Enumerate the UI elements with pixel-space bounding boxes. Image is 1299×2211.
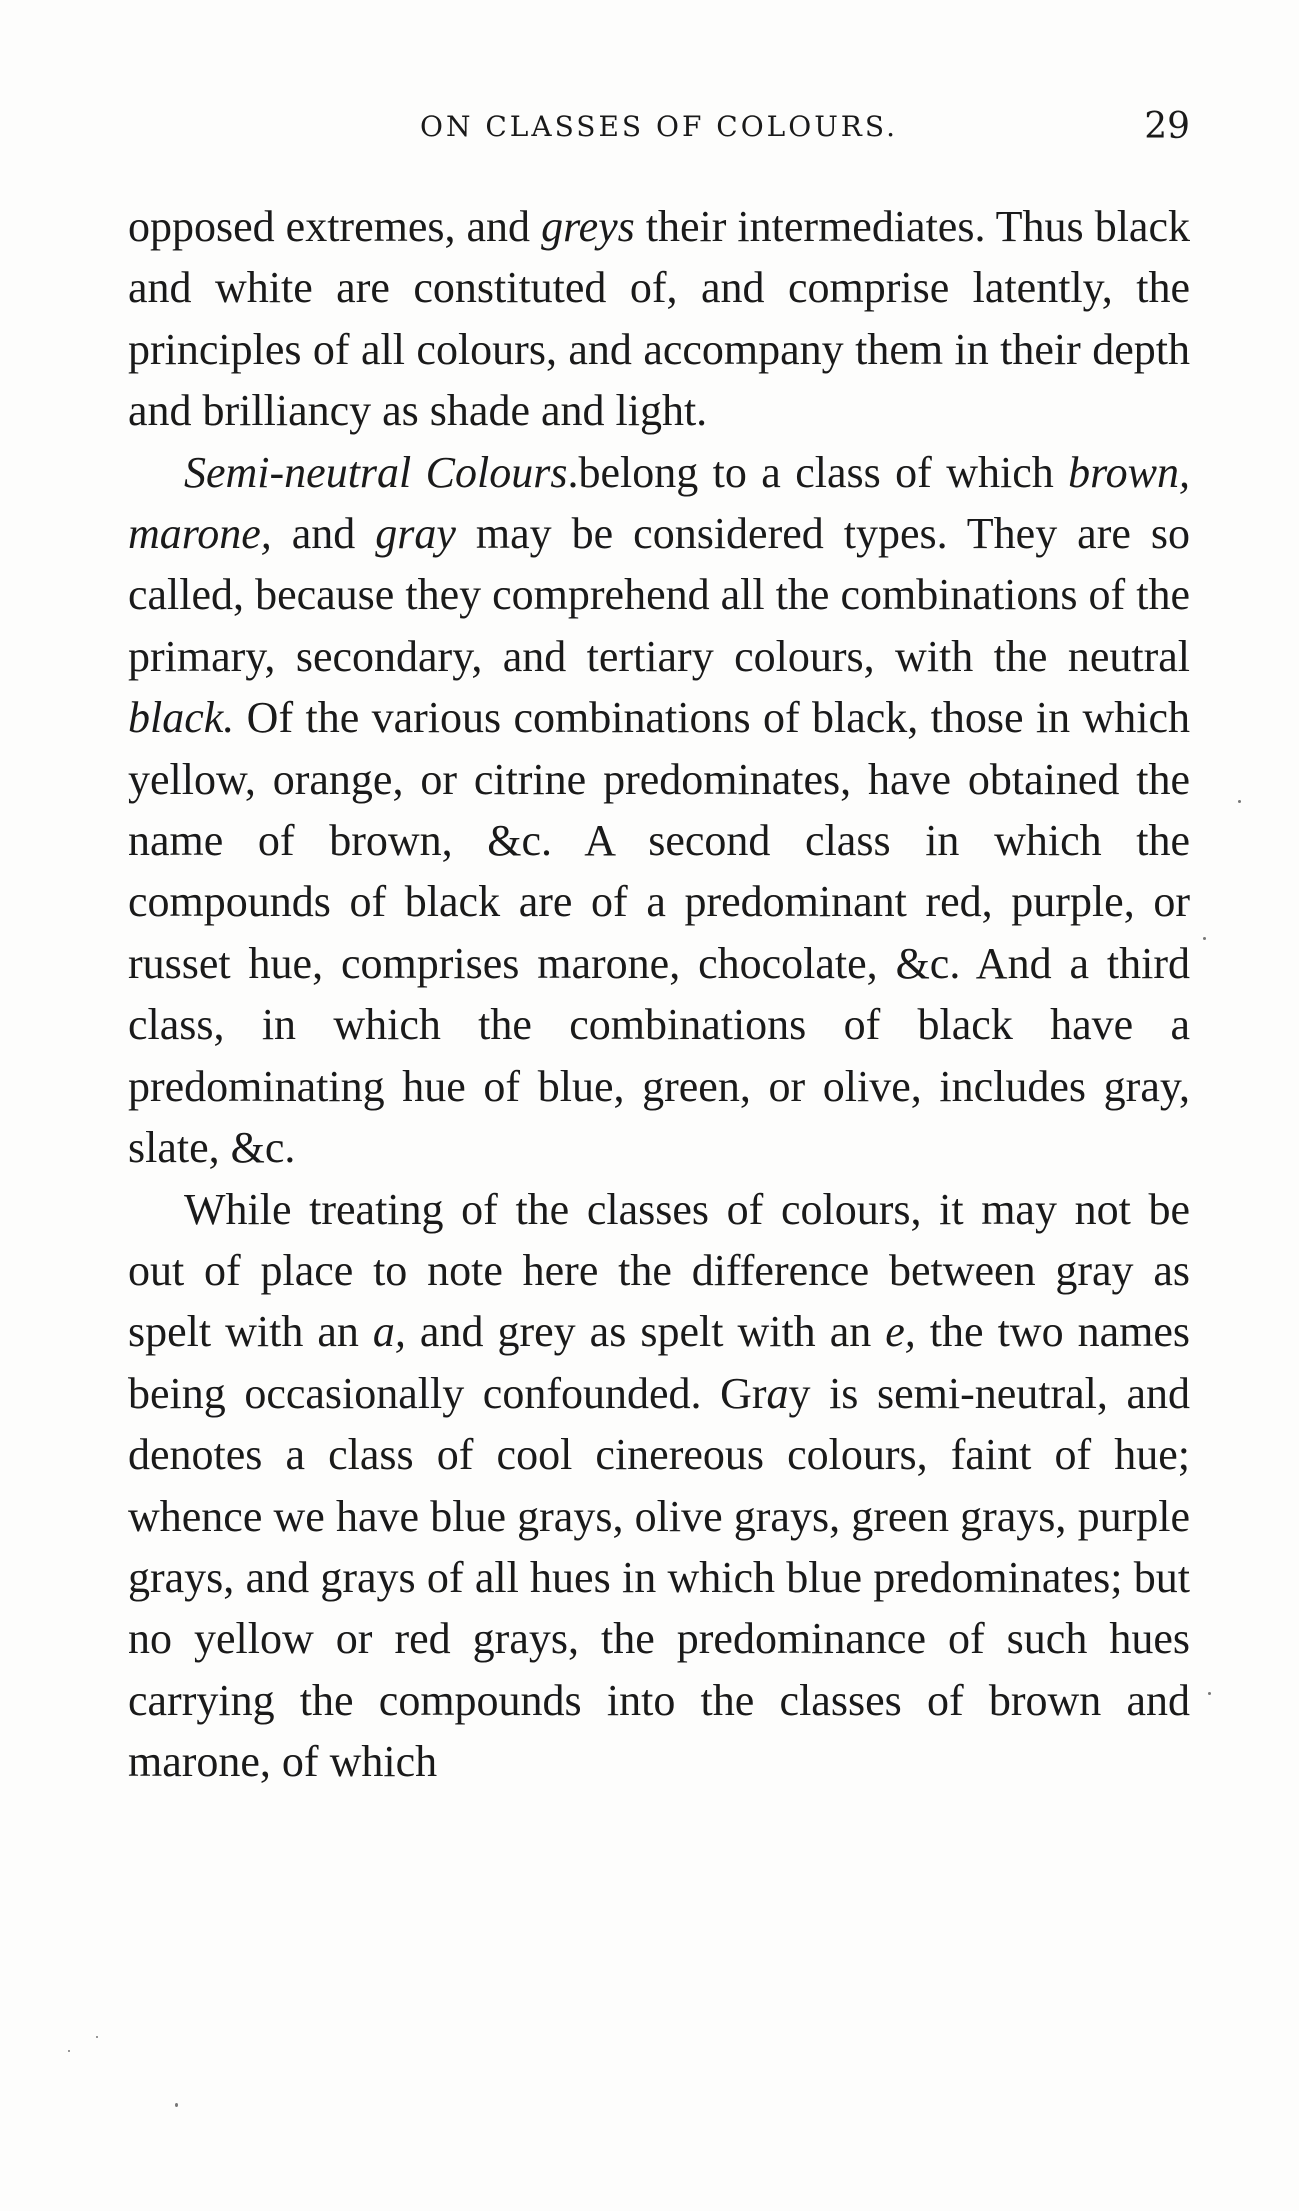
paragraph-semi-neutral-colours xyxy=(128,442,1190,1179)
paragraph-thus-black-and-white xyxy=(128,196,1190,442)
text-run: may be considered types. They are so called, because they comprehend all the combinations of the primary, secondary, and tertiary colours, with the neutral xyxy=(128,509,1191,681)
text-run: and xyxy=(271,509,376,559)
italic-text-run: a xyxy=(766,1368,789,1418)
italic-text-run: a, xyxy=(372,1307,406,1357)
italic-text-run: brown, marone, xyxy=(128,447,1191,559)
italic-text-run: Semi-neutral Colours xyxy=(184,447,568,497)
paper-speck xyxy=(68,2050,70,2052)
page-header xyxy=(128,106,1190,156)
paper-speck xyxy=(175,2103,178,2107)
italic-text-run: greys xyxy=(541,202,635,251)
paper-speck xyxy=(1203,937,1206,940)
text-run: .belong to a class of which xyxy=(567,447,1069,497)
paragraph-gray-versus-grey xyxy=(128,1179,1190,1793)
paper-speck xyxy=(1208,1692,1211,1695)
page-number: 29 xyxy=(1144,106,1190,147)
text-run: opposed extremes, and xyxy=(128,202,542,251)
text-run: While treating of the classes of colours, it may not be out of place to note here the difference between gray as spelt with an xyxy=(128,1184,1190,1357)
text-run: the two names being occasionally confounded. Gr xyxy=(128,1307,1190,1418)
text-run: their intermediates. Thus black and white are constituted of, and comprise latently, the principles of all colours, and accompany them in their depth and brilliancy as shade and light. xyxy=(128,202,1190,436)
text-run: and grey as spelt with an xyxy=(405,1307,886,1357)
text-run: Of the various combinations of black, those in which yellow, orange, or citrine predominates, have obtained the name of brown, &c. A second class in which the compounds of black are of a predominant red, purple, or russet hue, comprises marone, chocolate, &c. And a third class, in which the combinations of black have a predominating hue of blue, green, or olive, includes gray, slate, &c. xyxy=(128,693,1190,1173)
paper-speck xyxy=(1238,800,1241,803)
paper-speck xyxy=(96,2036,98,2038)
italic-text-run: black. xyxy=(128,693,235,743)
text-run: y is semi-neutral, and denotes a class of cool cinereous colours, faint of hue; whence we have blue grays, olive grays, green grays, purple grays, and grays of all hues in which blue predominates; but no yellow or red grays, the predominance of such hues carrying the compounds into the classes of brown and marone, of which xyxy=(128,1368,1191,1787)
body-text xyxy=(128,196,1190,1793)
running-head: ON CLASSES OF COLOURS. xyxy=(420,110,898,143)
italic-text-run: e, xyxy=(885,1307,916,1357)
italic-text-run: gray xyxy=(375,509,456,559)
